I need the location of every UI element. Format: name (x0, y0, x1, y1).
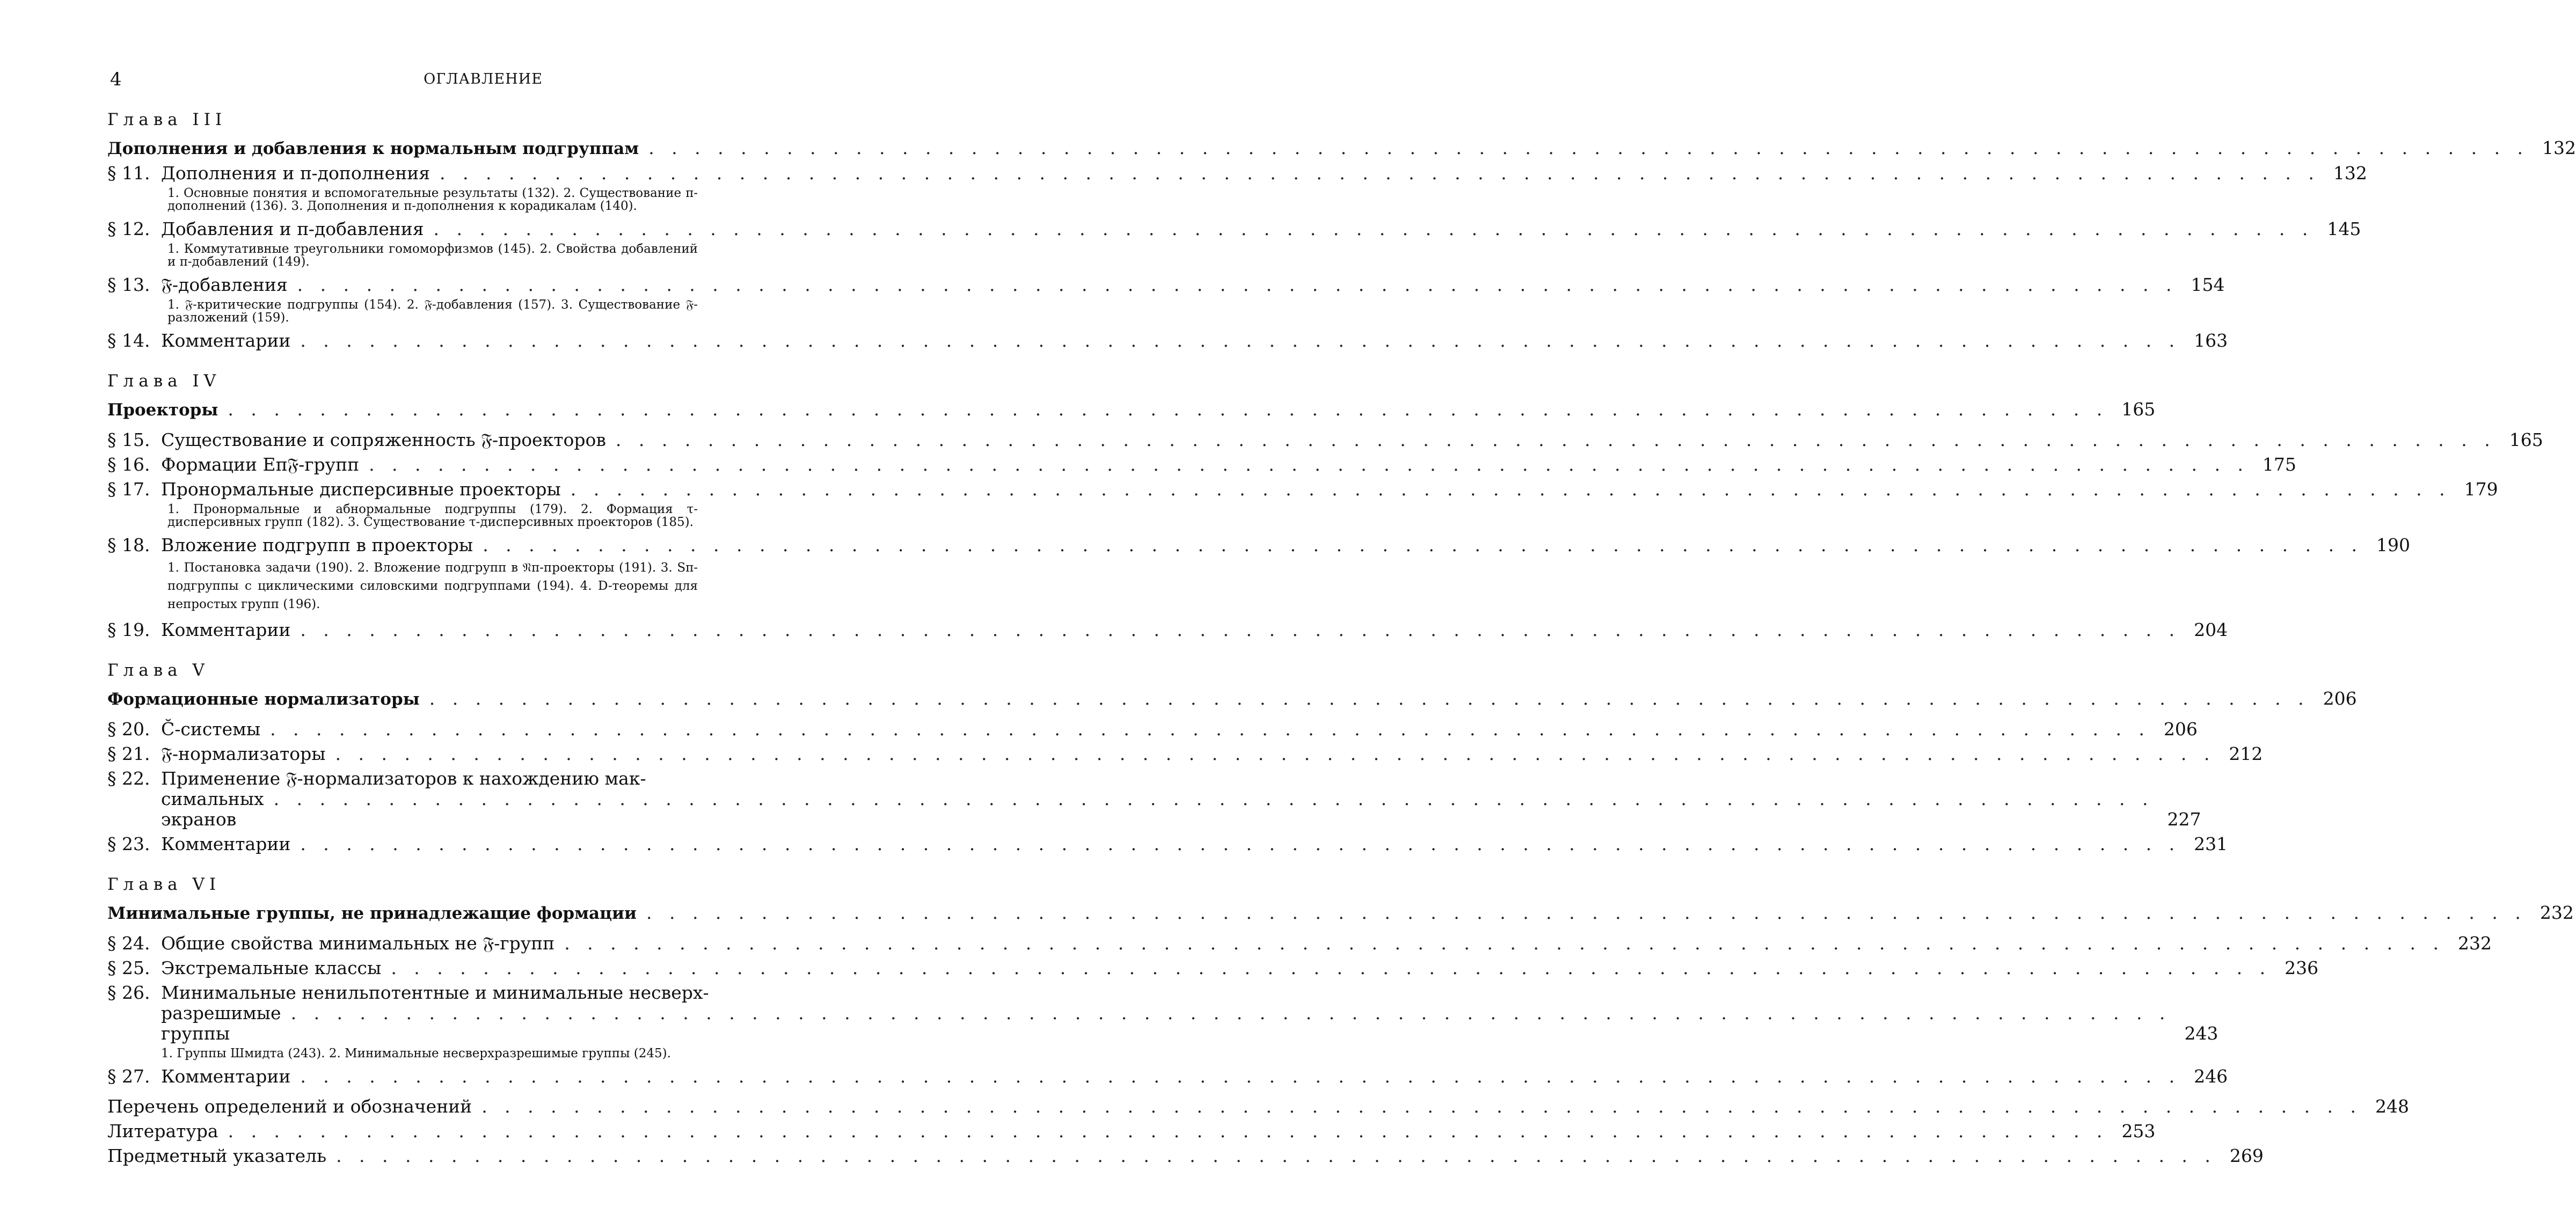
toc-entry-definitions[interactable] (107, 1096, 2410, 1117)
section-number: § 17. (107, 479, 150, 500)
leader-dots (300, 1066, 2180, 1087)
leader-dots (434, 219, 2314, 239)
backmatter-title: Перечень определений и обозначений (107, 1096, 472, 1117)
page-header (110, 69, 743, 90)
page-ref: 132 (2542, 137, 2576, 158)
backmatter-title: Литература (107, 1121, 218, 1142)
section-number: § 16. (107, 454, 150, 475)
section-number: § 21. (107, 743, 150, 764)
page-ref: 246 (2194, 1066, 2228, 1087)
page-ref: 212 (2229, 743, 2263, 764)
toc-entry-literature[interactable] (107, 1121, 2156, 1142)
section-title: Добавления и π-добавления (161, 218, 424, 239)
toc-entry[interactable] (107, 933, 2492, 954)
toc-entry[interactable] (107, 743, 2263, 764)
leader-dots (369, 455, 2249, 475)
section-number: § 19. (107, 619, 150, 640)
page-ref: 163 (2194, 330, 2228, 351)
subsection-list: 1. Основные понятия и вспомогательные результаты (132). 2. Существование π-дополнений (136). 3. Дополнения и π-дополнения к корадикалам (140). (167, 186, 698, 213)
toc-entry[interactable] (107, 274, 2225, 295)
leader-dots (228, 1121, 2108, 1142)
chapter-title: Формационные нормализаторы (107, 690, 420, 709)
page-number: 4 (110, 69, 122, 90)
chapter-title: Минимальные группы, не принадлежащие формации (107, 904, 637, 923)
toc-entry[interactable] (107, 429, 2543, 450)
toc-entry-index[interactable] (107, 1145, 2264, 1166)
leader-dots (429, 689, 2310, 709)
subsection-list: 1. Коммутативные треугольники гомоморфизмов (145). 2. Свойства добавлений и π-добавлений (149). (167, 242, 698, 269)
leader-dots (571, 479, 2451, 500)
leader-dots (335, 744, 2216, 764)
section-title: Формации Eπ𝔉-групп (161, 454, 360, 475)
leader-dots (274, 789, 2154, 809)
chapter-heading: Глава IV (107, 371, 221, 391)
page-ref: 145 (2327, 218, 2361, 239)
page-ref: 175 (2262, 454, 2296, 475)
page-title: ОГЛАВЛЕНИЕ (424, 71, 543, 87)
toc-entry[interactable] (107, 330, 2228, 351)
leader-dots (336, 1146, 2216, 1166)
section-number: § 24. (107, 933, 150, 954)
section-title: Пронормальные дисперсивные проекторы (161, 479, 561, 500)
section-title-line2: симальных экранов (161, 788, 264, 830)
page-ref: 227 (2167, 809, 2201, 830)
page-ref: 232 (2458, 933, 2492, 954)
subsection-list: 1. 𝔉-критические подгруппы (154). 2. 𝔉-добавления (157). 3. Существование 𝔉-разложений (159). (167, 298, 698, 325)
toc-entry[interactable] (107, 399, 2156, 420)
page-ref: 248 (2375, 1096, 2410, 1117)
section-title: Существование и сопряженность 𝔉-проекторов (161, 429, 606, 450)
page-ref: 165 (2509, 429, 2543, 450)
page-ref: 190 (2376, 535, 2411, 555)
section-number: § 12. (107, 218, 150, 239)
leader-dots (646, 903, 2527, 923)
leader-dots (440, 163, 2320, 184)
section-title: Дополнения и π-дополнения (161, 163, 430, 184)
section-number: § 11. (107, 163, 150, 184)
leader-dots (616, 430, 2496, 450)
chapter-title: Проекторы (107, 400, 218, 420)
page-ref: 231 (2194, 833, 2228, 854)
section-number: § 13. (107, 274, 150, 295)
page-ref: 206 (2323, 688, 2357, 709)
section-number: § 14. (107, 330, 150, 351)
section-number: § 15. (107, 429, 150, 450)
page-ref: 165 (2121, 399, 2156, 420)
page-ref: 269 (2229, 1145, 2264, 1166)
toc-entry[interactable] (107, 619, 2228, 640)
leader-dots (297, 275, 2178, 295)
chapter-heading: Глава V (107, 661, 209, 680)
page-ref: 232 (2539, 902, 2574, 923)
section-number: § 18. (107, 535, 150, 555)
section-title: C̆-системы (161, 719, 261, 740)
section-title: Экстремальные классы (161, 957, 382, 978)
section-title: 𝔉-добавления (161, 274, 288, 295)
section-title-line2: разрешимые группы (161, 1003, 281, 1044)
toc-entry[interactable] (107, 957, 2319, 978)
section-title: Комментарии (161, 833, 291, 854)
leader-dots (391, 958, 2271, 978)
toc-entry[interactable] (107, 454, 2296, 475)
toc-entry[interactable] (107, 982, 2219, 1044)
section-title-line1: Применение 𝔉-нормализаторов к нахождению мак- (161, 768, 646, 789)
section-number: § 22. (107, 768, 150, 789)
section-title: Общие свойства минимальных не 𝔉-групп (161, 933, 555, 954)
leader-dots (228, 399, 2108, 420)
page-ref: 204 (2194, 619, 2228, 640)
backmatter-title: Предметный указатель (107, 1145, 327, 1166)
page-ref: 154 (2191, 274, 2225, 295)
toc-entry[interactable] (107, 479, 2498, 500)
section-number: § 27. (107, 1066, 150, 1087)
chapter-title: Дополнения и добавления к нормальным подгруппам (107, 139, 639, 158)
section-number: § 20. (107, 719, 150, 740)
page-ref: 236 (2285, 957, 2319, 978)
section-number: § 23. (107, 833, 150, 854)
leader-dots (648, 138, 2529, 158)
section-title: Комментарии (161, 619, 291, 640)
leader-dots (270, 719, 2150, 740)
subsection-list: 1. Группы Шмидта (243). 2. Минимальные несверхразрешимые группы (245). (161, 1047, 671, 1060)
section-title: Комментарии (161, 330, 291, 351)
toc-entry[interactable] (107, 137, 2576, 159)
toc-entry[interactable] (107, 688, 2357, 709)
toc-entry[interactable] (107, 163, 2367, 184)
leader-dots (564, 933, 2444, 954)
section-number: § 25. (107, 957, 150, 978)
leader-dots (481, 1096, 2362, 1117)
toc-entry[interactable] (107, 535, 2411, 555)
page-ref: 179 (2464, 479, 2498, 500)
leader-dots (300, 834, 2180, 854)
section-title: Вложение подгрупп в проекторы (161, 535, 473, 555)
page-ref: 243 (2184, 1023, 2219, 1044)
leader-dots (291, 1003, 2171, 1023)
page-ref: 206 (2163, 719, 2198, 740)
chapter-heading: Глава VI (107, 875, 221, 894)
toc-entry[interactable] (107, 1066, 2228, 1087)
toc-entry[interactable] (107, 833, 2228, 854)
section-title: 𝔉-нормализаторы (161, 743, 326, 764)
leader-dots (300, 620, 2180, 640)
section-title: Комментарии (161, 1066, 291, 1087)
page-ref: 132 (2333, 163, 2367, 184)
subsection-list: 1. Пронормальные и абнормальные подгруппы (179). 2. Формация τ-дисперсивных групп (182). 3. Существование τ-дисперсивных проекторов (185). (167, 502, 698, 529)
leader-dots (300, 331, 2180, 351)
section-number: § 26. (107, 982, 150, 1003)
leader-dots (483, 535, 2363, 555)
chapter-heading: Глава III (107, 110, 227, 129)
section-title-line1: Минимальные ненильпотентные и минимальные несверх- (161, 982, 709, 1003)
toc-entry[interactable] (107, 719, 2198, 740)
toc-entry[interactable] (107, 902, 2574, 924)
toc-entry[interactable] (107, 218, 2361, 239)
page-ref: 253 (2121, 1121, 2156, 1142)
table-of-contents (107, 110, 2576, 1171)
toc-entry[interactable] (107, 768, 2201, 830)
subsection-list: 1. Постановка задачи (190). 2. Вложение подгрупп в 𝔑π-проекторы (191). 3. Sπ-подгруппы с циклическими силовскими подгруппами (194). 4. D-теоремы для непростых групп (196). (167, 561, 698, 611)
